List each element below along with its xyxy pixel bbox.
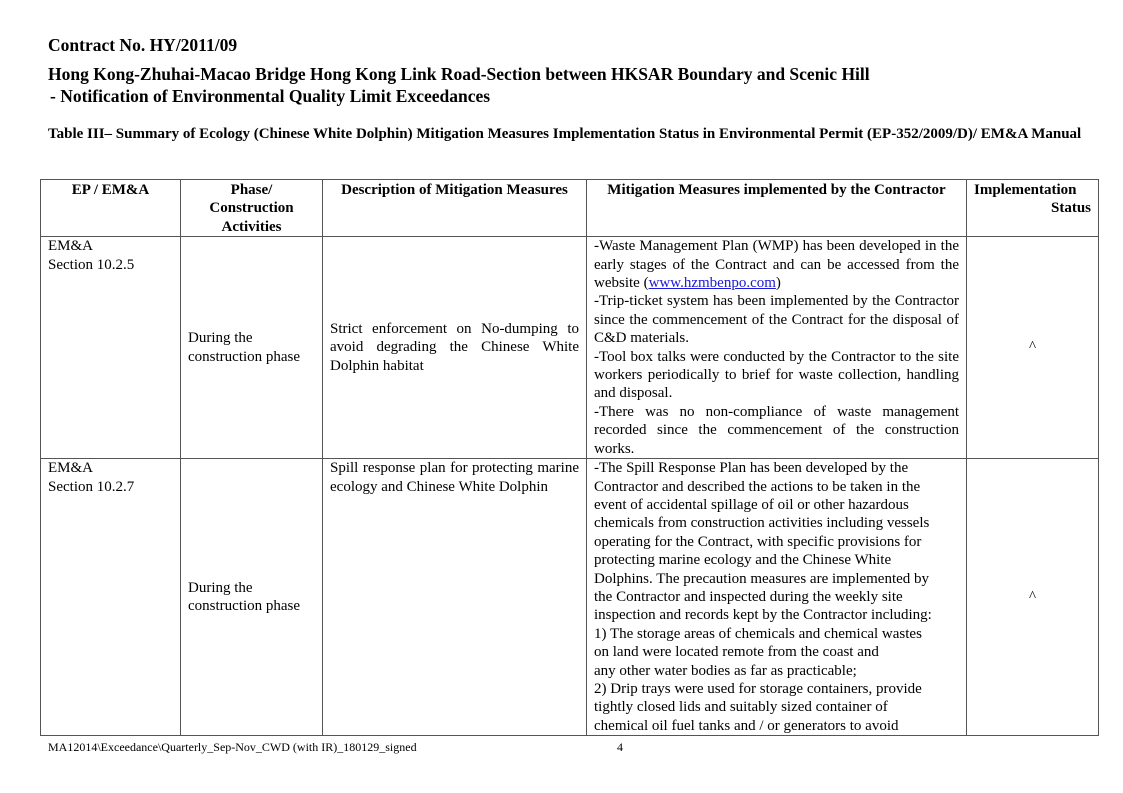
ep-reference-line: EM&A — [48, 460, 93, 477]
header-measures-implemented: Mitigation Measures implemented by the Contractor — [587, 180, 967, 237]
implementation-line: 1) The storage areas of chemicals and chemical wastes — [594, 625, 922, 642]
implementation-paragraph: -There was no non-compliance of waste management recorded since the commencement of the construction works. — [594, 403, 959, 457]
implementation-line: Dolphins. The precaution measures are implemented by — [594, 570, 930, 587]
header-phase-line: Construction — [209, 200, 294, 217]
ep-reference-cell — [41, 459, 181, 736]
implementation-line: any other water bodies as far as practicable; — [594, 662, 857, 679]
header-description: Description of Mitigation Measures — [323, 180, 587, 237]
ep-reference-line: EM&A — [48, 238, 93, 255]
implementation-line: protecting marine ecology and the Chinese White — [594, 552, 892, 569]
implementation-paragraph: -Trip-ticket system has been implemented by the Contractor since the commencement of the Contract for the disposal of C&D materials. — [594, 293, 959, 347]
header-implementation-status — [967, 180, 1099, 237]
footer-file-reference: MA12014\Exceedance\Quarterly_Sep-Nov_CWD (with IR)_180129_signed — [48, 740, 417, 754]
website-link[interactable]: www.hzmbenpo.com — [648, 275, 776, 292]
table-row — [41, 459, 1099, 736]
header-status-line1: Implementation — [974, 182, 1077, 198]
contract-number: Contract No. HY/2011/09 — [48, 35, 238, 55]
header-phase-line: Activities — [221, 218, 282, 235]
implementation-line: operating for the Contract, with specific provisions for — [594, 533, 922, 550]
status-marker: ^ — [967, 459, 1099, 736]
page-number: 4 — [617, 740, 623, 754]
implementation-line: tightly closed lids and suitably sized container of — [594, 699, 888, 716]
implementation-line: event of accidental spillage of oil or other hazardous — [594, 496, 909, 513]
table-row — [41, 237, 1099, 459]
implementation-line: inspection and records kept by the Contractor including: — [594, 607, 932, 624]
ep-reference-line: Section 10.2.7 — [48, 478, 135, 495]
implementation-cell — [587, 237, 967, 459]
document-subtitle: - Notification of Environmental Quality Limit Exceedances — [50, 86, 491, 106]
header-phase-line: Phase/ — [230, 182, 273, 198]
ep-reference-line: Section 10.2.5 — [48, 256, 135, 273]
implementation-paragraph: -Tool box talks were conducted by the Contractor to the site workers periodically to brief for waste collection, handling and disposal. — [594, 348, 959, 402]
implementation-line: the Contractor and inspected during the weekly site — [594, 588, 903, 605]
status-marker: ^ — [967, 237, 1099, 459]
table-title: Table III– Summary of Ecology (Chinese White Dolphin) Mitigation Measures Implementation Status in Environmental Permit (EP-352/2009/D)/ EM&A Manual — [48, 126, 1082, 142]
header-phase — [181, 180, 323, 237]
implementation-line: chemicals from construction activities including vessels — [594, 515, 930, 532]
implementation-paragraph: -Waste Management Plan (WMP) has been developed in the early stages of the Contract and can be accessed from the website (www.hzmbenpo.com) — [594, 238, 959, 292]
header-ep-ema: EP / EM&A — [41, 180, 181, 237]
implementation-cell — [587, 459, 967, 736]
phase-cell: During the construction phase — [181, 237, 323, 459]
description-cell: Spill response plan for protecting marine ecology and Chinese White Dolphin — [323, 459, 587, 736]
document-title: Hong Kong-Zhuhai-Macao Bridge Hong Kong Link Road-Section between HKSAR Boundary and Scenic Hill — [48, 64, 870, 84]
ep-reference-cell — [41, 237, 181, 459]
mitigation-measures-table — [40, 179, 1099, 736]
description-cell: Strict enforcement on No-dumping to avoid degrading the Chinese White Dolphin habitat — [323, 237, 587, 459]
phase-cell: During the construction phase — [181, 459, 323, 736]
implementation-line: -The Spill Response Plan has been developed by the — [594, 460, 909, 477]
implementation-line: chemical oil fuel tanks and / or generators to avoid — [594, 717, 899, 734]
implementation-line: 2) Drip trays were used for storage containers, provide — [594, 680, 922, 697]
table-header-row — [41, 180, 1099, 237]
implementation-line: on land were located remote from the coast and — [594, 644, 879, 661]
implementation-line: Contractor and described the actions to be taken in the — [594, 478, 921, 495]
header-status-line2: Status — [1050, 200, 1091, 217]
